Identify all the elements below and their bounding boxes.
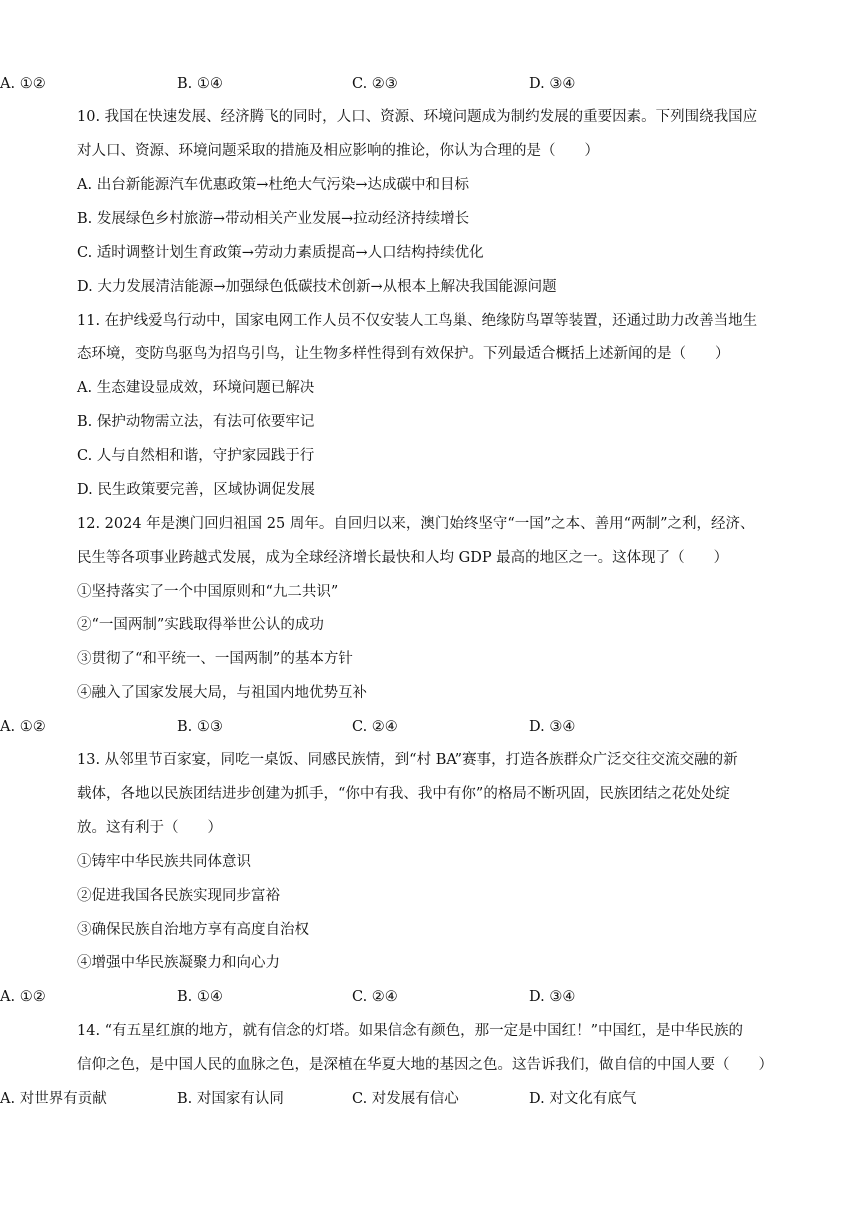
q13-option-b: B. ①④ <box>177 989 223 1005</box>
q10-option-d: D. 大力发展清洁能源→加强绿色低碳技术创新→从根本上解决我国能源问题 <box>77 279 557 295</box>
q10-stem-line-1: 10. 我国在快速发展、经济腾飞的同时，人口、资源、环境问题成为制约发展的重要因素。下列围绕我国应 <box>77 109 758 125</box>
q12-options <box>0 717 780 737</box>
q12-item-3: ③贯彻了“和平统一、一国两制”的基本方针 <box>77 651 353 667</box>
q12-item-2: ②“一国两制”实践取得举世公认的成功 <box>77 617 324 633</box>
q13-item-3: ③确保民族自治地方享有高度自治权 <box>77 922 309 938</box>
q14-option-a: A. 对世界有贡献 <box>0 1091 107 1107</box>
q14-stem-line-2: 信仰之色，是中国人民的血脉之色，是深植在华夏大地的基因之色。这告诉我们，做自信的中国人要（ ） <box>77 1057 773 1073</box>
q11-option-b: B. 保护动物需立法，有法可依要牢记 <box>77 414 315 430</box>
q13-stem-line-3: 放。这有利于（ ） <box>77 820 222 836</box>
q14-option-c: C. 对发展有信心 <box>352 1091 459 1107</box>
q13-item-2: ②促进我国各民族实现同步富裕 <box>77 888 280 904</box>
q12-option-c: C. ②④ <box>352 719 398 735</box>
q14-options <box>0 1089 780 1109</box>
q12-option-a: A. ①② <box>0 719 46 735</box>
q9-option-a: A. ①② <box>0 76 46 92</box>
q9-options <box>0 74 780 94</box>
q13-item-4: ④增强中华民族凝聚力和向心力 <box>77 955 280 971</box>
q10-option-b: B. 发展绿色乡村旅游→带动相关产业发展→拉动经济持续增长 <box>77 211 470 227</box>
q11-option-c: C. 人与自然相和谐，守护家园践于行 <box>77 448 315 464</box>
q13-stem-line-1: 13. 从邻里节百家宴，同吃一桌饭、同感民族情，到“村 BA”赛事，打造各族群众广泛交往交流交融的新 <box>77 752 738 768</box>
q12-option-d: D. ③④ <box>529 719 576 735</box>
q11-stem-line-2: 态环境，变防鸟驱鸟为招鸟引鸟，让生物多样性得到有效保护。下列最适合概括上述新闻的是（ ） <box>77 346 730 362</box>
q11-stem-line-1: 11. 在护线爱鸟行动中，国家电网工作人员不仅安装人工鸟巢、绝缘防鸟罩等装置，还通过助力改善当地生 <box>77 313 758 329</box>
q9-option-b: B. ①④ <box>177 76 223 92</box>
q12-option-b: B. ①③ <box>177 719 223 735</box>
q10-option-c: C. 适时调整计划生育政策→劳动力素质提高→人口结构持续优化 <box>77 245 484 261</box>
q13-options <box>0 987 780 1007</box>
q11-option-d: D. 民生政策要完善，区域协调促发展 <box>77 482 315 498</box>
q13-stem-line-2: 载体，各地以民族团结进步创建为抓手，“你中有我、我中有你”的格局不断巩固，民族团结之花处处绽 <box>77 786 730 802</box>
q13-option-a: A. ①② <box>0 989 46 1005</box>
q10-stem-line-2: 对人口、资源、环境问题采取的措施及相应影响的推论，你认为合理的是（ ） <box>77 143 599 159</box>
q14-option-d: D. 对文化有底气 <box>529 1091 637 1107</box>
q12-stem-line-1: 12. 2024 年是澳门回归祖国 25 周年。自回归以来，澳门始终坚守“一国”之本、善用“两制”之利，经济、 <box>77 516 755 532</box>
q11-option-a: A. 生态建设显成效，环境问题已解决 <box>77 380 315 396</box>
q10-option-a: A. 出台新能源汽车优惠政策→杜绝大气污染→达成碳中和目标 <box>77 177 469 193</box>
q13-option-c: C. ②④ <box>352 989 398 1005</box>
q9-option-c: C. ②③ <box>352 76 398 92</box>
q9-option-d: D. ③④ <box>529 76 576 92</box>
q13-item-1: ①铸牢中华民族共同体意识 <box>77 854 251 870</box>
q12-item-1: ①坚持落实了一个中国原则和“九二共识” <box>77 584 339 600</box>
q13-option-d: D. ③④ <box>529 989 576 1005</box>
q14-stem-line-1: 14. “有五星红旗的地方，就有信念的灯塔。如果信念有颜色，那一定是中国红！”中国红，是中华民族的 <box>77 1023 743 1039</box>
q12-stem-line-2: 民生等各项事业跨越式发展，成为全球经济增长最快和人均 GDP 最高的地区之一。这体现了（ ） <box>77 550 729 566</box>
q12-item-4: ④融入了国家发展大局，与祖国内地优势互补 <box>77 685 367 701</box>
q14-option-b: B. 对国家有认同 <box>177 1091 284 1107</box>
